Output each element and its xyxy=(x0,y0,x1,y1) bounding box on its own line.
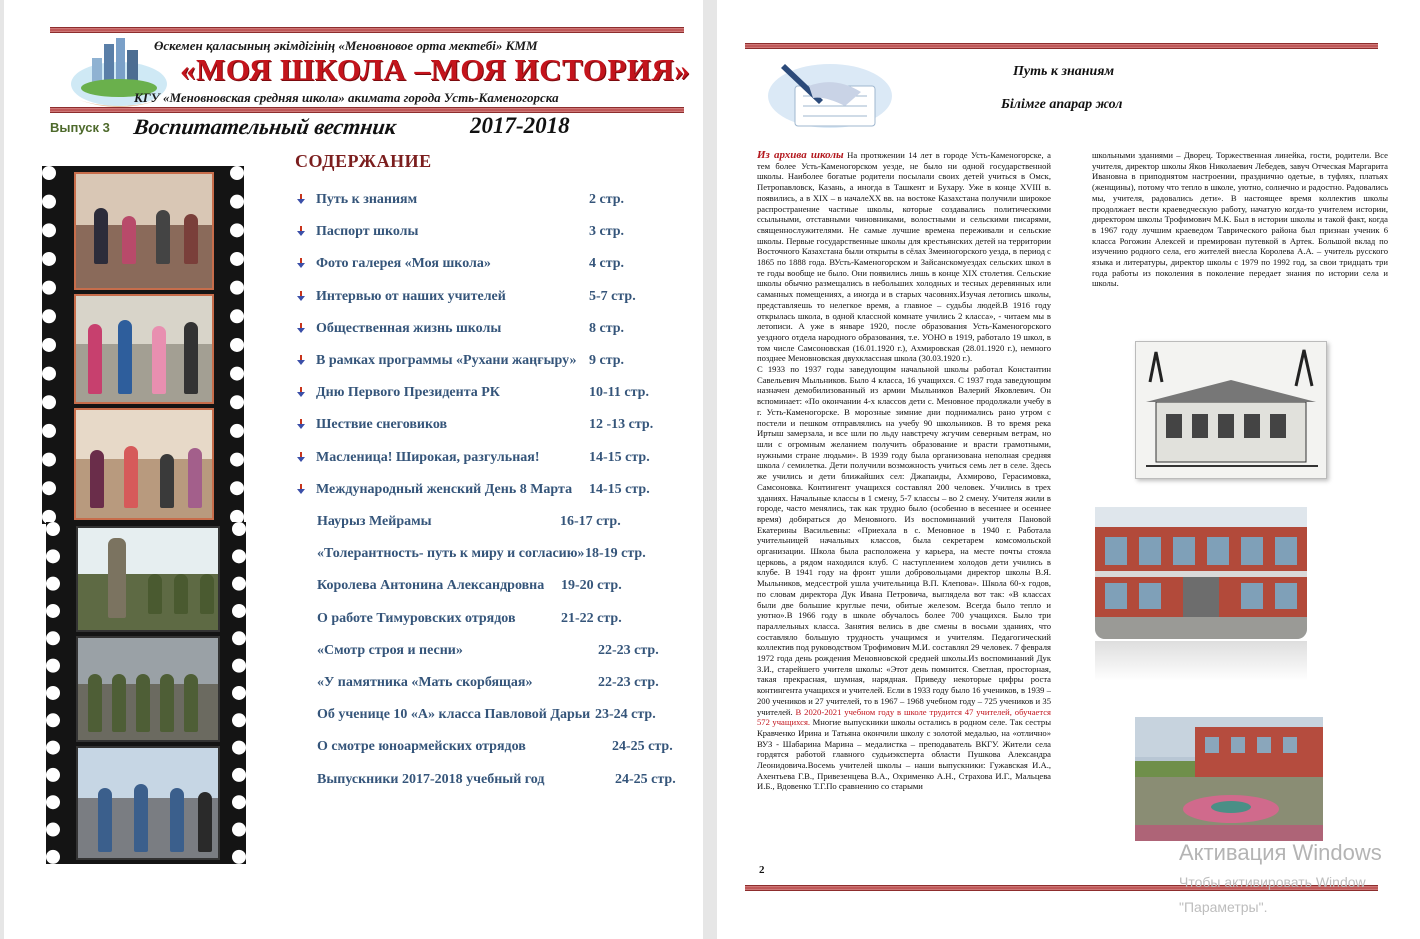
toc-item xyxy=(295,190,695,212)
school-photo-reflection xyxy=(1095,641,1307,681)
toc-item xyxy=(295,673,695,695)
toc-item-label: Путь к знаниям xyxy=(316,192,418,207)
toc-item-page: 18-19 стр. xyxy=(585,546,646,561)
arrow-bullet-icon xyxy=(295,193,307,205)
article-text-1: На протяжении 14 лет в городе Усть-Каменогорске, а тем более Усть-Каменогорском уезде, не было ни одной государственной школы. Наиболее богатые родители посылали своих детей учиться в Омск, Петропавловск, Казань, а иногда в Ташкент и Бухару. Уже в конце XVIII в. появились, а в XIX – в началеXX вв. на востоке Казахстана получили широкое распространение частные школы, которые создавались политическими ссыльными, отставными чиновниками, волостными и сельскими писарями, священнослужителями. Не самые лучшие времена переживали и сельские школы. Первые государственные школы для крестьянских детей на территории Восточного Казахстана были открыты в сёлах Змеиногорского уезда, в период с 1865 по 1888 года. ВУсть-Каменогорском и Зайсанскомуездах сельских школ в те годы вообще не было. Они появились лишь в конце XIX столетия. Сельские школы обычно размещались в небольших холодных и тесных деревянных или саманных помещениях, а иногда и в старых часовнях.Изучая летопись школы, представляешь то нелегкое время, а главное – судьбы людей.В 1916 году открылась школа, в одной классной комнате учились 2 класса», - читаем мы в летописи. А уже в январе 1920, после образования Усть-Каменогорского уездного отдела народного образования, т.е. УОНО в 1919, работало 19 школ, в том числе Самсоновская (16.01.1920 г.), Ахмировская (28.01.1920 г.), немного позднее Меновновская двухклассная школа (30.03.1920 г.). xyxy=(757,150,1051,364)
toc-item-page: 5-7 стр. xyxy=(589,289,636,304)
school-building-photo xyxy=(1095,507,1307,639)
article-text-2: С 1933 по 1937 годы заведующим начальной школы работал Константин Савельевич Мыльников. Было 4 класса, 16 учащихся. С 1937 года заведующим назначен демобилизованный из армии Мыльников Валерий Яковлевич. Он вспоминает: «По окончании 4-х классов дети с. Меновное продолжали учебу в г. Усть-Каменогорске. В морозные зимние дни поднимались рано утром с постели и пешком отправлялись на учебу 90 школьников. В то время река Иртыш замерзала, и все шли по льду навстречу жгучим северным ветрам, но шли с огромным желанием получить образование и врасти грамотными, нужными стране людьми». В 1939 году была организована неполная средняя школа / семилетка. Дети получили возможность учиться семь лет в селе. Здесь же учились и дети ближайших сел: Джапаиды, Ахмирово, Герасимовка, Самсоновка. Контингент учащихся составлял 200 человек. Учились в трех зданиях. Начальные классы в 1 смену, 5-7 классы – во 2 смену. Учителя жили в городе, часто менялись, так как трудно было (особенно в весеннее и осеннее время) добираться до Меновного. Из воспоминаний учителя Пановой Екатерины Васильевны: «Приехала в с. Меновное в 1940 г. Работала учительницей начальных классов, была секретарем комсомольской организации. Школа была расположена у карьера, на месте почты стояла церковь, а рядом находился клуб. С наступлением холодов дети учились в клубе. В 1941 году на фронт ушли добровольцами директор школы В.Я. Мыльников, медсестрой ушла учительница В.П. Клепова». Школа 60-х годов, по словам директора Дук Ивана Петровича, выглядела вот так: «В классах были две большие круглые печи, обитые железом. Всегда было тепло и уютно».В 1966 году в школе обучалось более 700 учащихся. Было три параллельных класса. Занятия велись в две смены в восьми зданиях, что составляло большую трудность учащимся и учителям. Педагогический коллектив под руководством Трофимович М.И. составлял 29 человек. 7 февраля 1972 года день рождения Меновновской средней школы.Из воспоминаний Дук З.И., старейшего учителя школы: «Этот день помнится. Светлая, просторная, такая прекрасная, шумная, нарядная. Приведу некоторые цифры роста контингента учащихся и учителей. Если в 1933 году было 16 учеников, в 1939 – 200 учеников и 27 учителей, то в 1967 – 1968 учебном году – 725 учеников и 35 учителей. xyxy=(757,364,1051,717)
header-org-line: Өскемен қаласының әкімдігінің «Меновновое орта мектебі» КММ xyxy=(154,38,538,53)
article-text-3: Многие выпускники школы остались в родном селе. Так сестры Кравченко Ирина и Татьяна окончили школу с золотой медалью, на «отлично» ВУЗ - Шабарина Марина – медалистка – преподаватель ВКГУ. Жители села гордятся работой главного судьиэксперта области Пушкова Александра Леонидовича.Восемь учителей школы – наши выпускники: Гужавская И.А., Ахентьева Г.В., Привезенцева В.А., Охрименко А.Н., Страхова И.Г., Мальцева И.Б., Вдовенко Т.Г.По сравнению со старыми xyxy=(757,717,1051,792)
toc-item-label: Королева Антонина Александровна xyxy=(317,578,545,593)
toc-item xyxy=(295,287,695,309)
toc-item-page: 22-23 стр. xyxy=(598,643,659,658)
toc-item-page: 4 стр. xyxy=(589,256,625,271)
toc-item-label: «У памятника «Мать скорбящая» xyxy=(317,675,533,690)
toc-item-page: 19-20 стр. xyxy=(561,578,622,593)
article-text-4: школьными зданиями – Дворец. Торжественная линейка, гости, родители. Все учителя, директор школы Яков Николаевич Лебедев, завуч Отческая Маргарита Ивановна в приподнятом настроении, празднично одетые, в туфлях, платьях (женщины), потому что тепло в школе, уютно, солнечно и радостно. Радовались мы, учителя, радовались дети». В настоящее время коллектив школы продолжает вести краеведческую работу, начатую когда-то учителем истории, директором школы Трофимович М.К. Был в истории школы и такой факт, когда в 1967 году лучшим краеведом Таврического района был признан ученик 6 класса Рогожин Алексей и премирован путевкой в Артек. Большой вклад по изучению родного села, его жителей внесла Королева А.А. – учитель русского языка и литературы, директор школы с 1979 по 1992 год, за свои тридцать три года работы из поколения в поколение передает знания по истории села и школы. xyxy=(1092,150,1388,289)
article-red-note: В 2020-2021 учебном году в школе трудится 47 учителей, обучается 572 учащихся. xyxy=(757,706,1051,728)
right-page xyxy=(717,0,1420,939)
toc-item-label: Общественная жизнь школы xyxy=(316,321,502,336)
arrow-bullet-icon xyxy=(295,418,307,430)
toc-item-page: 24-25 стр. xyxy=(612,739,673,754)
arrow-bullet-icon xyxy=(295,386,307,398)
arrow-bullet-icon xyxy=(295,354,307,366)
toc-item-label: Наурыз Мейрамы xyxy=(317,514,432,529)
old-school-sketch-photo xyxy=(1135,341,1327,479)
toc-item-label: Масленица! Широкая, разгульная! xyxy=(316,450,540,465)
article-title-kz: Білімге апарар жол xyxy=(1001,97,1123,112)
toc-item-page: 9 стр. xyxy=(589,353,625,368)
toc-item-label: Интервью от наших учителей xyxy=(316,289,506,304)
arrow-bullet-icon xyxy=(295,322,307,334)
toc-item-page: 14-15 стр. xyxy=(589,450,650,465)
arrow-bullet-icon xyxy=(295,290,307,302)
toc-heading: СОДЕРЖАНИЕ xyxy=(295,151,432,171)
toc-item-page: 8 стр. xyxy=(589,321,625,336)
toc-item-label: Дню Первого Президента РК xyxy=(316,385,500,400)
toc-item-label: Шествие снеговиков xyxy=(316,417,448,432)
toc-item xyxy=(295,383,695,405)
toc-item-label: Фото галерея «Моя школа» xyxy=(316,256,491,271)
toc-item xyxy=(295,641,695,663)
toc-item-page: 23-24 стр. xyxy=(595,707,656,722)
top-rule xyxy=(745,43,1378,49)
article-column-right xyxy=(1092,150,1388,302)
toc-item-label: «Толерантность- путь к миру и согласию» xyxy=(317,546,585,561)
gallery-photo-2 xyxy=(74,294,214,404)
school-year: 2017-2018 xyxy=(470,113,570,138)
page-number: 2 xyxy=(759,864,765,876)
toc-item-label: В рамках программы «Рухани жаңғыру» xyxy=(316,353,577,368)
film-strip-top xyxy=(42,166,244,524)
film-strip-bottom xyxy=(46,522,246,864)
issue-number: Выпуск 3 xyxy=(50,120,110,135)
article-title-ru: Путь к знаниям xyxy=(1013,64,1115,79)
arrow-bullet-icon xyxy=(295,451,307,463)
toc-item xyxy=(295,544,695,566)
toc-item xyxy=(295,705,695,727)
toc-item xyxy=(295,770,695,792)
windows-activation-line: Чтобы активировать Window xyxy=(1179,874,1366,890)
header-school-line: КГУ «Меновновская средняя школа» акимата города Усть-Каменогорска xyxy=(134,90,559,105)
toc-item xyxy=(295,576,695,598)
writing-hand-illustration xyxy=(765,56,895,130)
archive-heading: Из архива школы xyxy=(757,150,844,161)
toc-item-label: Паспорт школы xyxy=(316,224,419,239)
toc-item xyxy=(295,737,695,759)
article-column-left xyxy=(757,150,1051,864)
arrow-bullet-icon xyxy=(295,225,307,237)
toc-item xyxy=(295,319,695,341)
toc-item xyxy=(295,512,695,534)
gallery-photo-4 xyxy=(76,526,220,632)
newsletter-title: «МОЯ ШКОЛА –МОЯ ИСТОРИЯ» xyxy=(180,52,691,87)
gallery-photo-3 xyxy=(74,408,214,520)
arrow-bullet-icon xyxy=(295,257,307,269)
toc-item-label: «Смотр строя и песни» xyxy=(317,643,463,658)
windows-activation-title: Активация Windows xyxy=(1179,840,1382,865)
toc-item-label: Международный женский День 8 Марта xyxy=(316,482,573,497)
toc-item xyxy=(295,222,695,244)
toc-item-page: 3 стр. xyxy=(589,224,625,239)
toc-item xyxy=(295,480,695,502)
toc-item xyxy=(295,254,695,276)
toc-item-label: О смотре юноармейских отрядов xyxy=(317,739,526,754)
gallery-photo-1 xyxy=(74,172,214,290)
left-page xyxy=(4,0,703,939)
bulletin-name: Воспитательный вестник xyxy=(132,114,398,139)
windows-activation-params: "Параметры". xyxy=(1179,899,1268,915)
gallery-photo-6 xyxy=(76,746,220,860)
toc-item-page: 24-25 стр. xyxy=(615,772,676,787)
toc-item xyxy=(295,351,695,373)
toc-item-label: Об ученице 10 «А» класса Павловой Дарьи xyxy=(317,707,591,722)
toc-item xyxy=(295,609,695,631)
toc-item-page: 2 стр. xyxy=(589,192,625,207)
toc-item xyxy=(295,448,695,470)
toc-item-page: 21-22 стр. xyxy=(561,611,622,626)
toc-item-page: 16-17 стр. xyxy=(560,514,621,529)
toc-item-page: 14-15 стр. xyxy=(589,482,650,497)
toc-item-page: 12 -13 стр. xyxy=(589,417,654,432)
school-yard-photo xyxy=(1135,717,1323,841)
arrow-bullet-icon xyxy=(295,483,307,495)
toc-item-page: 10-11 стр. xyxy=(589,385,649,400)
toc-item-label: Выпускники 2017-2018 учебный год xyxy=(317,772,545,787)
toc-item-page: 22-23 стр. xyxy=(598,675,659,690)
toc-item xyxy=(295,415,695,437)
header-rule-top xyxy=(50,27,684,33)
toc-item-label: О работе Тимуровских отрядов xyxy=(317,611,516,626)
gallery-photo-5 xyxy=(76,636,220,742)
